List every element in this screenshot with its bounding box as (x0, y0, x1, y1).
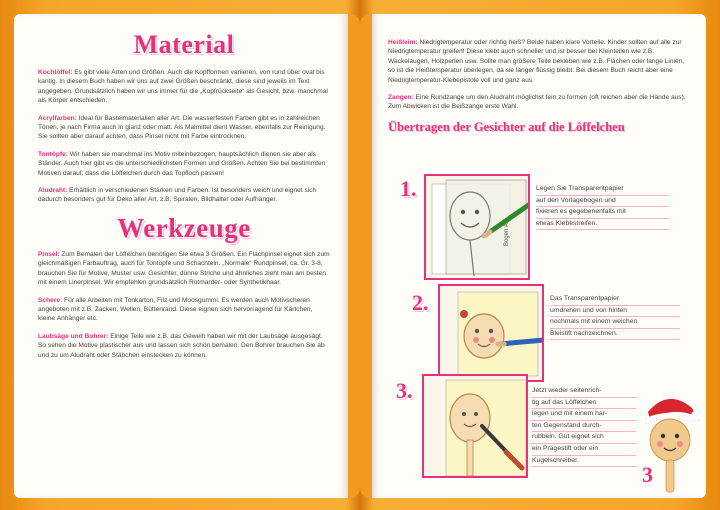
step-3-line: Jetzt wieder seitenrich- (532, 386, 636, 398)
werkzeuge-item (38, 332, 330, 360)
material-item (38, 114, 330, 142)
step-3-line: rubbeln. Gut eignet sich (532, 432, 636, 444)
material-item (38, 68, 330, 106)
left-page-content (38, 14, 330, 368)
material-text: Es gibt viele Arten und Größen. Auch die Kopfformen variieren, von rund über oval bis kantig. In diesem Buch haben wir uns auf zwei Größen beschränkt, diese sind jeweils im Text angegeben. Grundsätzlich haben wir uns immer für die „Kopfrückseite“ als Gesicht, bzw. manchmal als Körper entschieden. (38, 69, 328, 105)
step-1-text (536, 184, 668, 230)
zangen-paragraph (388, 93, 692, 112)
heissleim-paragraph (388, 38, 692, 85)
step-3-line: ein Prägestift oder ein (532, 444, 636, 456)
material-list (38, 68, 330, 205)
step-2-text (550, 294, 680, 340)
step-3-line: Kugelschreiber. (532, 456, 636, 468)
step-3-line: tig auf das Löffelchen (532, 398, 636, 410)
material-title: Material (133, 30, 235, 59)
left-page (14, 14, 348, 498)
step-1-drawing (426, 176, 530, 280)
step-1-paper-label: Bogen A (504, 223, 510, 246)
step-2-number: 2. (412, 290, 429, 315)
step-1-line: auf den Vorlagebogen und (536, 196, 668, 208)
werkzeuge-term: Laubsäge und Bohrer: (38, 332, 109, 340)
step-3-line: ten Gegenstand durch- (532, 421, 636, 433)
zangen-text: Eine Rundzange um den Aludraht möglichst fein zu formen (oft reichen aber die Hände aus). Zum Abwicken ist die Beißzange erste Wahl. (388, 94, 686, 111)
right-page-edge (360, 14, 372, 498)
right-page (372, 14, 706, 498)
werkzeuge-title: Werkzeuge (117, 212, 251, 243)
step-2-line: umdrehen und von hinten (550, 306, 680, 318)
step-2-line: nochmals mit einem weichen (550, 317, 680, 329)
step-1-line: Legen Sie Transparentpapier (536, 184, 668, 196)
transfer-section-title: Übertragen der Gesichter auf die Löffelchen (388, 119, 625, 134)
step-1-illustration (424, 174, 530, 280)
werkzeuge-list (38, 250, 330, 360)
step-2-line: Das Transparentpapier (550, 294, 680, 306)
material-item (38, 150, 330, 178)
werkzeuge-item (38, 250, 330, 288)
werkzeuge-text: Einige Teile wie z.B. das Geweih haben wir mit der Laubsäge ausgesägt. So sehen die Motive plastischer aus und lassen sich schön bemalen. Den Bohrer brauchen Sie ab und zu um Aludraht oder Stäbchen einstecken zu können. (38, 332, 325, 359)
step-3-drawing (424, 376, 528, 478)
step-3-number: 3. (396, 378, 413, 403)
step-3-text (532, 386, 636, 467)
zangen-term: Zangen: (388, 94, 414, 102)
material-term: Tontöpfe: (38, 150, 68, 158)
werkzeuge-term: Schere: (38, 296, 63, 304)
material-text: Erhältlich in verschiedenen Stärken und Farben. Ist besonders weich und eignet sich dadurch besonders gut für Deko aller Art, z.B. Spiralen, Bildhalter oder Aufhänger. (38, 187, 317, 204)
step-3-line: legen und mit einem har- (532, 409, 636, 421)
page-number: 3 (642, 462, 653, 487)
material-term: Kochlöffel: (38, 69, 73, 76)
material-term: Aludraht: (38, 187, 68, 195)
step-1-line: etwas Klebestreifen. (536, 219, 668, 231)
right-page-content (388, 14, 692, 135)
step-1-line: fixieren es gegebenenfalls mit (536, 207, 668, 219)
heissleim-term: Heißleim: (388, 39, 418, 46)
step-2-drawing (440, 286, 544, 382)
step-1-number: 1. (400, 176, 417, 201)
werkzeuge-item (38, 296, 330, 324)
left-page-edge (348, 14, 360, 498)
step-2-line: Bleistift nachzeichnen. (550, 329, 680, 341)
material-text: Wir haben sie manchmal ins Motiv miteinbezogen, hauptsächlich dienen sie aber als Ständer. Auch hier gibt es die unterschiedlichsten Formen und Größen. Achten Sie bei bestimmten Motiven darauf, dass die Löffelchen durch das Topfloch passen! (38, 150, 326, 177)
werkzeuge-term: Pinsel: (38, 250, 60, 258)
werkzeuge-text: Für alle Arbeiten mit Tonkarton, Filz und Moosgummi. Es werden auch Motivscheren angeboten mit z.B. Zacken, Wellen, Büttenrand. Diese eignen sich hervorragend für Kärtchen, kleine Anhänger etc. (38, 296, 313, 323)
werkzeuge-text: Zum Bemalen der Löffelchen benötigen Sie etwa 3 Größen. Ein Flachpinsel eignet sich zum gleichmäßigen Farbauftrag, auch für Tontöpfe und Schachteln. „Normale“ Rundpinsel, ca. Gr. 3-8, brauchen Sie für Motive, Muster usw. Gesichter, dünne Striche und ähnliches zieht man am besten mit einem Linerpinsel. Wir empfehlen grundsätzlich Rotmarder- oder Synthetikhaar. (38, 250, 330, 287)
material-text: Ideal für Bastelmaterialien aller Art. Die wasserfesten Farben gibt es in zahlreichen Tönen, je nach Firma auch in glanz oder matt. Als Malmittel dient Wasser, ebenfalls zur Reinigung. Sie sollten aber darauf achten, dass Pinsel nicht mit Farbe eintrocknen. (38, 114, 326, 141)
step-2-illustration (438, 284, 544, 382)
heissleim-text: Niedrigtemperatur oder richtig heiß? Beide haben klare Vorteile. Kinder sollten auf alle zur Niedrigtemperatur greifen! Diese klebt auch schneller und ist besser bei Kleinteilen wie z.B. Wackelaugen, Holzperlen usw. Sollte man größere Teile bekleben wie z.B. Flächen oder lange Linien, so ist die Heißtemperatur überlegen, da sie länger flüssig bleibt. Bei diesem Buch reicht aber eine Niedrigtemperatur-Klebepistole voll und ganz aus. (388, 39, 685, 84)
step-3-illustration (422, 374, 528, 478)
material-term: Acrylfarben: (38, 114, 77, 122)
material-item (38, 186, 330, 205)
